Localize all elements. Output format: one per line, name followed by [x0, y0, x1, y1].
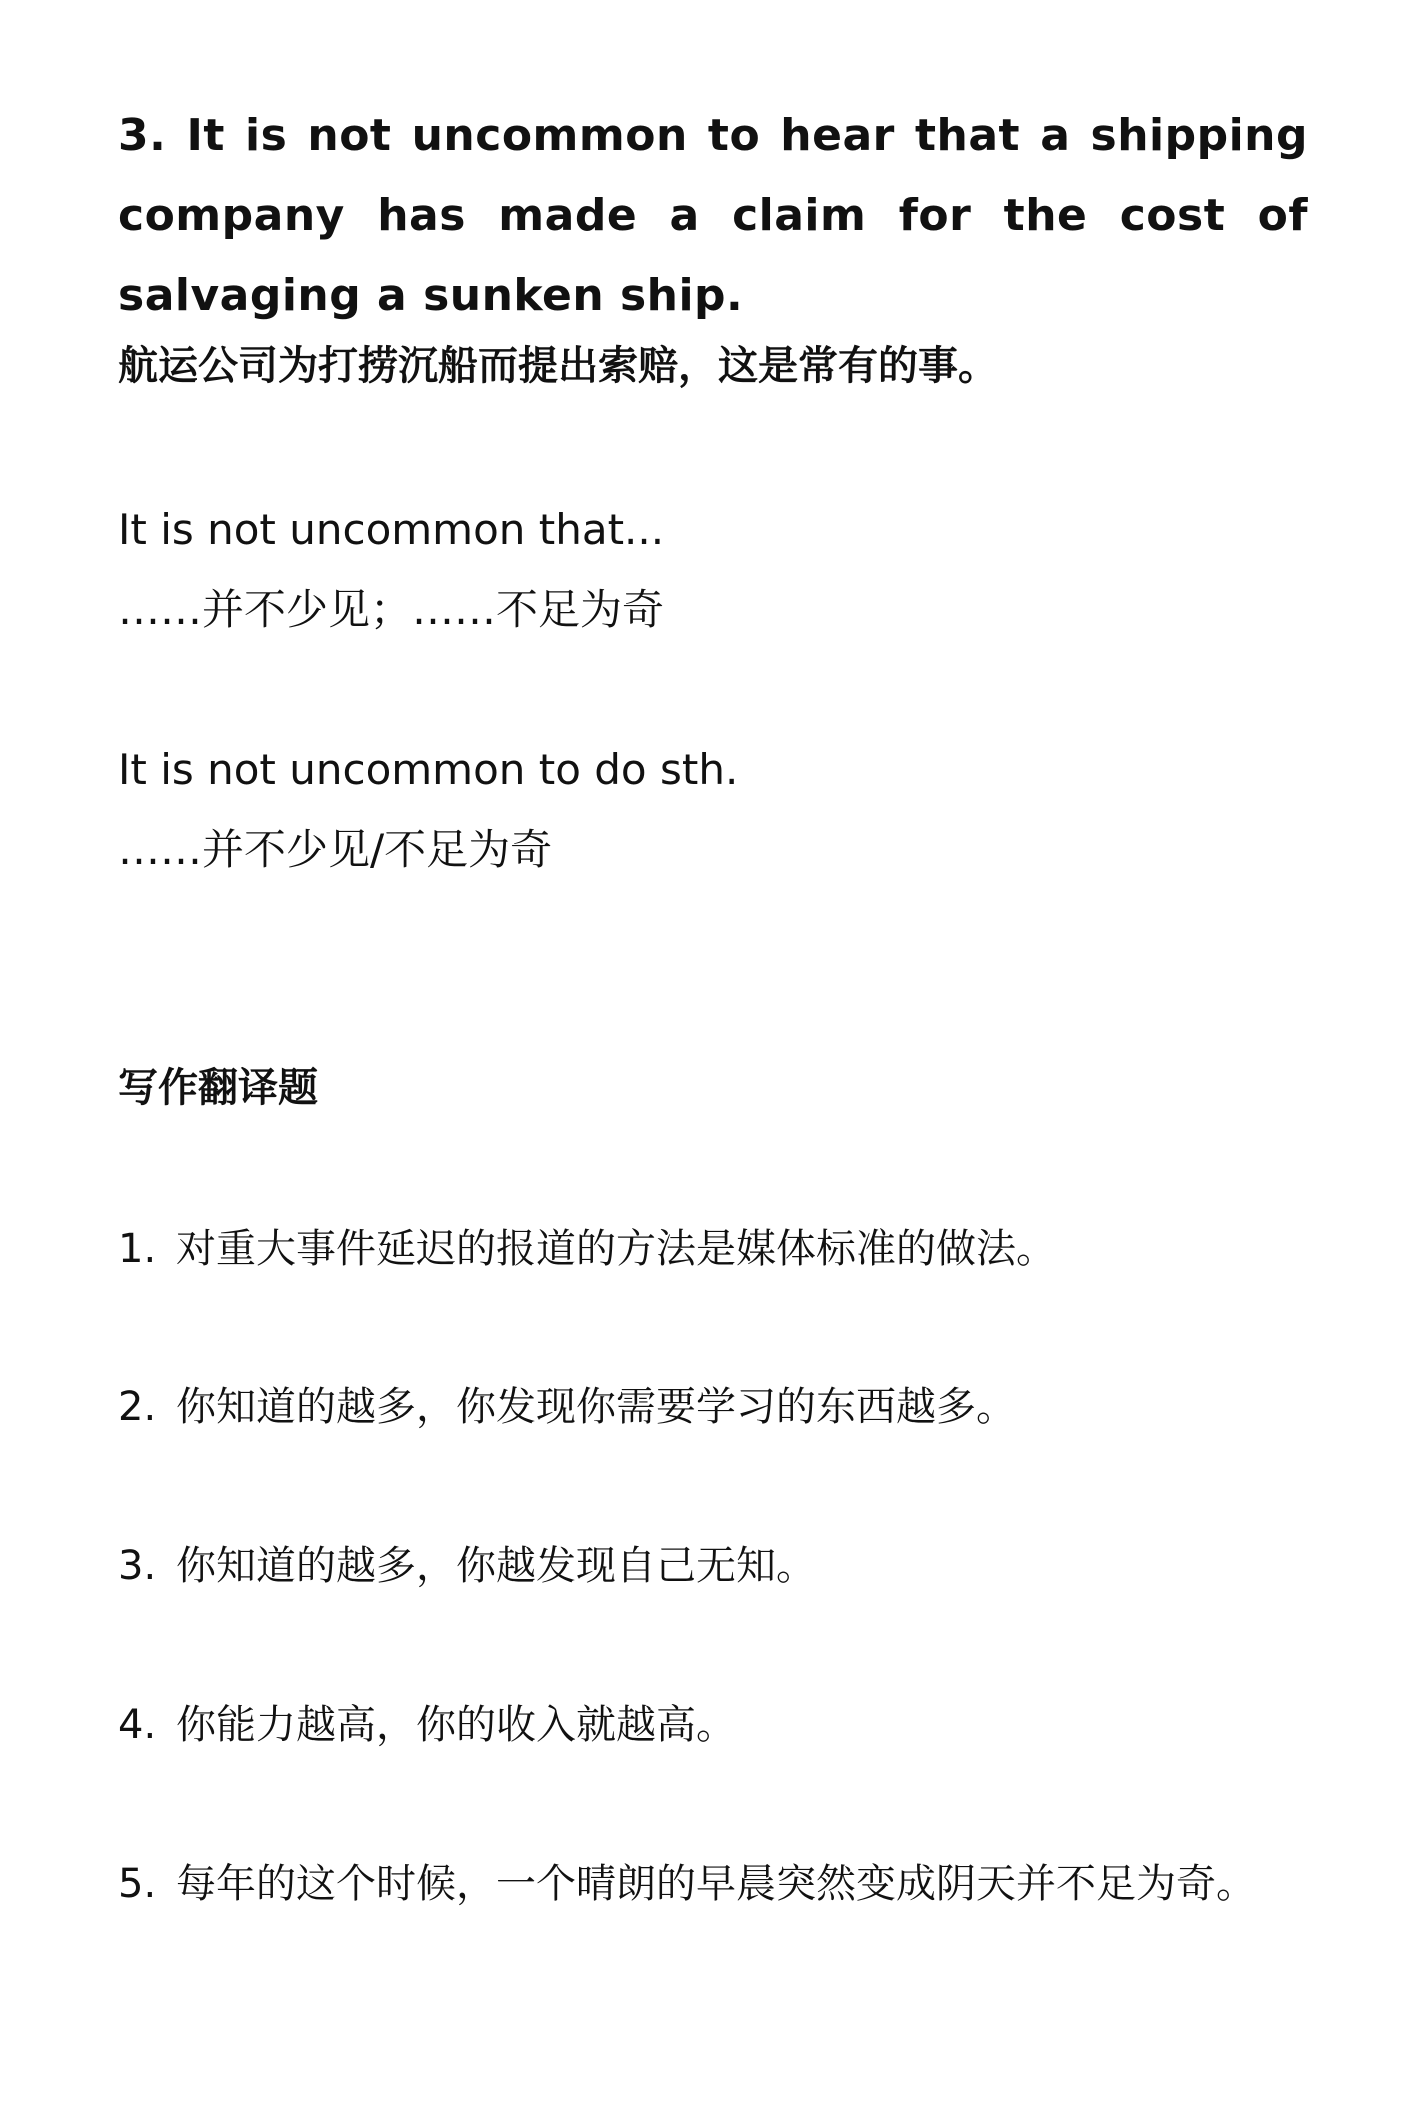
exercise-item [118, 1375, 1016, 1439]
exercise-text: 你知道的越多，你发现你需要学习的东西越多。 [176, 1384, 1016, 1430]
example-sentence-chinese: 航运公司为打捞沉船而提出索赔，这是常有的事。 [118, 343, 998, 389]
exercise-text: 你能力越高，你的收入就越高。 [176, 1702, 736, 1748]
exercise-item [118, 1534, 816, 1598]
exercise-number: 2. [118, 1384, 157, 1430]
pattern-1-chinese: ……并不少见；……不足为奇 [118, 585, 665, 634]
exercise-number: 1. [118, 1226, 157, 1272]
document-page [118, 0, 1318, 2101]
exercise-text: 对重大事件延迟的报道的方法是媒体标准的做法。 [176, 1226, 1056, 1272]
exercise-item [118, 1217, 1056, 1281]
section-heading: 写作翻译题 [118, 1065, 318, 1111]
exercise-number: 4. [118, 1702, 157, 1748]
pattern-2-chinese: ……并不少见/不足为奇 [118, 825, 553, 874]
pattern-1-english: It is not uncommon that... [118, 505, 665, 554]
exercise-text: 每年的这个时候，一个晴朗的早晨突然变成阴天并不足为奇。 [176, 1861, 1256, 1907]
pattern-2-english: It is not uncommon to do sth. [118, 745, 739, 794]
exercise-number: 5. [118, 1861, 157, 1907]
example-sentence-english: 3. It is not uncommon to hear that a shipping company has made a claim for the cost of salvaging a sunken ship. [118, 110, 1308, 321]
exercise-item [118, 1693, 736, 1757]
exercise-item [118, 1852, 1256, 1916]
exercise-number: 3. [118, 1543, 157, 1589]
exercise-text: 你知道的越多，你越发现自己无知。 [176, 1543, 816, 1589]
